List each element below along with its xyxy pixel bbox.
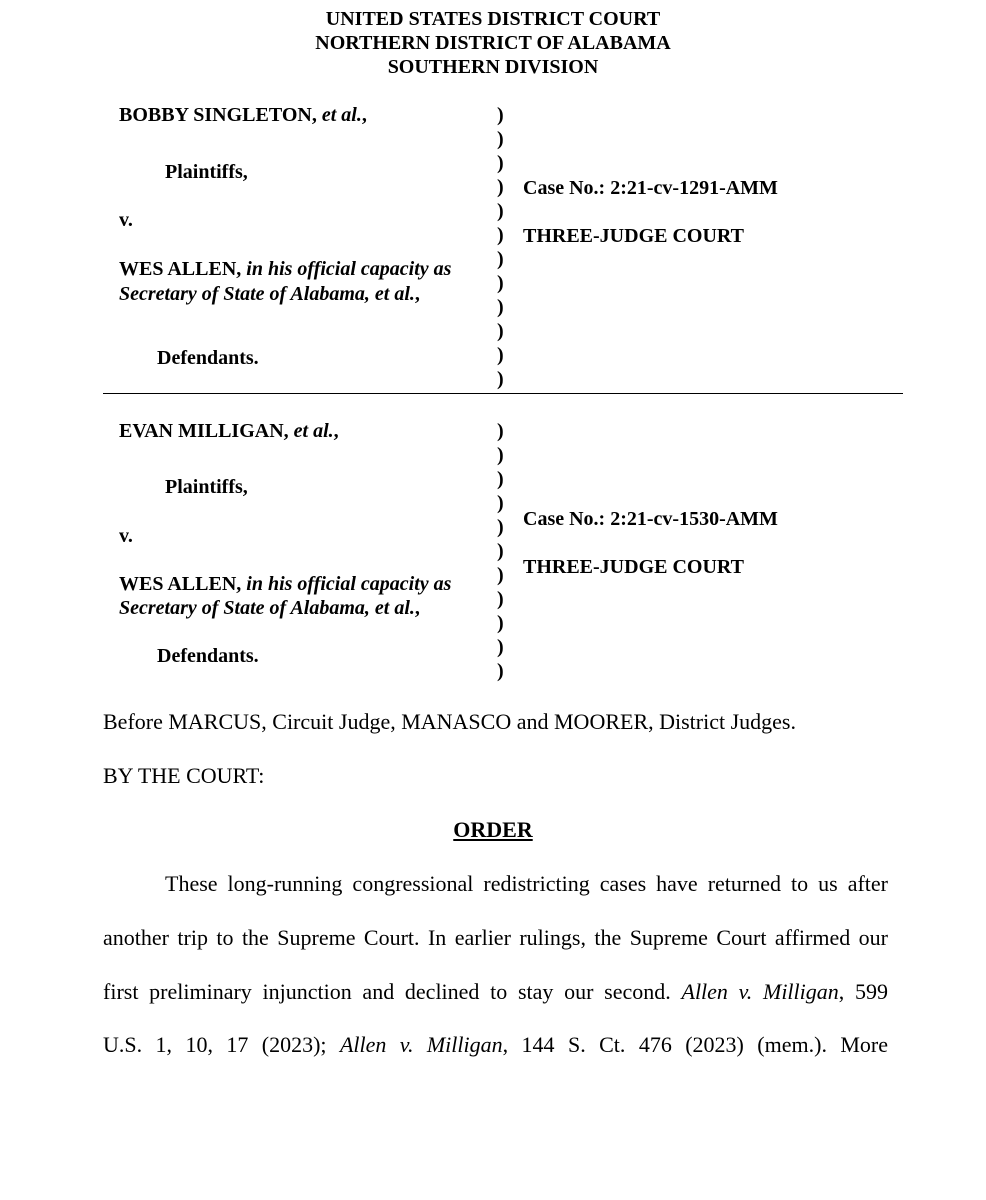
paren: ) xyxy=(497,272,504,294)
body-line-3: first preliminary injunction and declined to stay our second. Allen v. Milligan, 599 xyxy=(103,979,888,1004)
paren: ) xyxy=(497,636,504,658)
paren: ) xyxy=(497,248,504,270)
paren: ) xyxy=(497,320,504,342)
district-name: NORTHERN DISTRICT OF ALABAMA xyxy=(315,32,671,54)
paren: ) xyxy=(497,296,504,318)
plaintiffs-label: Plaintiffs, xyxy=(165,476,248,498)
defendant-name: WES ALLEN, in his official capacity as xyxy=(119,573,452,595)
paren: ) xyxy=(497,540,504,562)
division-name: SOUTHERN DIVISION xyxy=(387,56,599,78)
paren: ) xyxy=(497,612,504,634)
plaintiffs-label: Plaintiffs, xyxy=(165,161,248,183)
plaintiff-name: BOBBY SINGLETON, et al., xyxy=(119,104,367,126)
panel-judges: Before MARCUS, Circuit Judge, MANASCO and MOORER, District Judges. xyxy=(103,709,796,734)
defendants-label: Defendants. xyxy=(157,645,259,667)
by-the-court: BY THE COURT: xyxy=(103,763,265,788)
paren: ) xyxy=(497,152,504,174)
court-type: THREE-JUDGE COURT xyxy=(523,225,744,247)
caption-parentheses xyxy=(497,103,504,391)
paren: ) xyxy=(497,128,504,150)
paren: ) xyxy=(497,200,504,222)
paren: ) xyxy=(497,468,504,490)
case-number: Case No.: 2:21-cv-1530-AMM xyxy=(523,508,778,530)
versus-label: v. xyxy=(119,525,133,547)
paren: ) xyxy=(497,588,504,610)
paren: ) xyxy=(497,420,504,442)
defendant-capacity: Secretary of State of Alabama, et al., xyxy=(119,597,420,619)
caption-divider xyxy=(103,393,903,394)
body-line-1: These long-running congressional redistricting cases have returned to us after xyxy=(165,871,888,896)
versus-label: v. xyxy=(119,209,133,231)
court-header xyxy=(0,7,986,79)
paren: ) xyxy=(497,492,504,514)
body-line-4: U.S. 1, 10, 17 (2023); Allen v. Milligan, 144 S. Ct. 476 (2023) (mem.). More xyxy=(103,1032,889,1057)
case-number: Case No.: 2:21-cv-1291-AMM xyxy=(523,177,778,199)
paren: ) xyxy=(497,344,504,366)
paren: ) xyxy=(497,104,504,126)
defendant-name: WES ALLEN, in his official capacity as xyxy=(119,258,452,280)
paren: ) xyxy=(497,224,504,246)
paren: ) xyxy=(497,176,504,198)
paren: ) xyxy=(497,516,504,538)
defendants-label: Defendants. xyxy=(157,347,259,369)
court-type: THREE-JUDGE COURT xyxy=(523,556,744,578)
paren: ) xyxy=(497,660,504,682)
plaintiff-name: EVAN MILLIGAN, et al., xyxy=(119,420,339,442)
defendant-capacity: Secretary of State of Alabama, et al., xyxy=(119,283,420,305)
caption-parentheses xyxy=(497,419,504,683)
court-name: UNITED STATES DISTRICT COURT xyxy=(325,8,661,30)
body-line-2: another trip to the Supreme Court. In earlier rulings, the Supreme Court affirmed our xyxy=(103,925,888,950)
paren: ) xyxy=(497,368,504,390)
order-title: ORDER xyxy=(453,817,533,842)
paren: ) xyxy=(497,564,504,586)
paren: ) xyxy=(497,444,504,466)
